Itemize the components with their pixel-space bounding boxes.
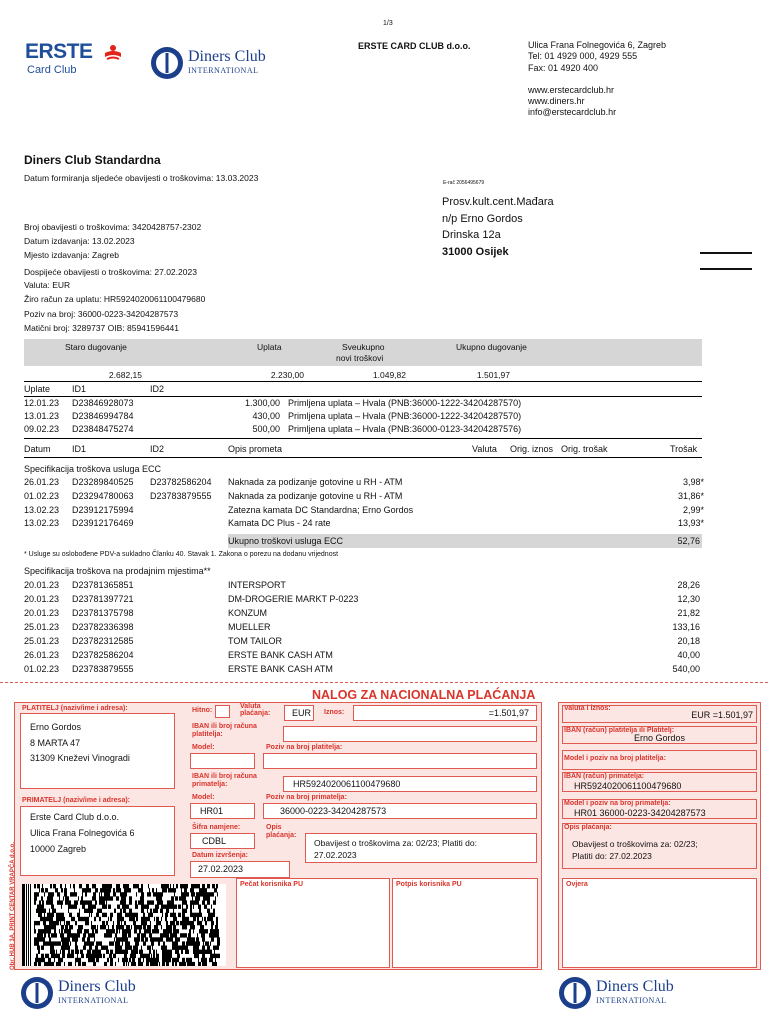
tx-amount: 12,30 [677,594,700,604]
tx-desc: TOM TAILOR [228,636,283,646]
opis-line: Obavijest o troškovima za: 02/23; Platiti do: [314,838,477,848]
payment-amount: 430,00 [252,411,280,421]
valuta-value: EUR [292,708,312,718]
summary-header [24,339,702,366]
payee-line: Ulica Frana Folnegovića 6 [30,828,135,838]
diners-club-logo [150,46,280,82]
tx-id1: D23782336398 [72,622,134,632]
table-row [0,411,768,424]
summary-col-old-debt: Staro dugovanje [65,342,127,352]
email-link[interactable]: info@erstecardclub.hr [528,107,617,118]
recipient-line: n/p Erno Gordos [442,212,523,225]
tx-date: 26.01.23 [24,477,60,487]
col-datum: Datum [24,444,51,454]
datum-label: Datum izvršenja: [192,852,249,859]
stub-model-payer-label: Model i poziv na broj platitelja: [564,755,666,762]
iban-payer-label-text: IBAN ili broj računa platitelja: [192,723,257,738]
info-line: Žiro račun za uplatu: HR5924020061100479680 [24,294,206,304]
recipient-line: Prosv.kult.cent.Mađara [442,196,554,208]
website-link[interactable]: www.erstecardclub.hr [528,84,615,95]
model-payee-value: HR01 [200,806,224,816]
slip-title: NALOG ZA NACIONALNA PLAĆANJA [312,688,536,702]
info-line: Dospijeće obavijesti o troškovima: 27.02.2023 [24,267,197,277]
payer-label: PLATITELJ (naziv/ime i adresa): [22,705,128,712]
sifra-label: Šifra namjene: [192,824,241,831]
website-link[interactable]: www.diners.hr [528,96,585,107]
diners-logo-name: Diners Club [188,48,266,65]
tx-date: 26.01.23 [24,650,60,660]
diners-logo-name: Diners Club [596,978,674,995]
tx-id1: D23912176469 [72,518,134,528]
stub-opis-label: Opis plaćanja: [564,824,612,831]
col-uplate: Uplate [24,384,51,394]
erste-s-mark-icon [103,43,123,61]
info-line: Valuta: EUR [24,280,71,290]
payment-date: 09.02.23 [24,424,60,434]
diners-logo-international: INTERNATIONAL [58,996,129,1005]
payment-id1: D23846994784 [72,411,134,421]
payer-line: 31309 Kneževi Vinogradi [30,753,130,763]
tx-desc: MUELLER [228,622,271,632]
tx-amount: 21,82 [677,608,700,618]
summary-col-new-costs-2: novi troškovi [336,353,384,363]
iznos-value: =1.501,97 [488,708,529,718]
info-line: Matični broj: 3289737 OIB: 85941596441 [24,323,180,333]
printer-note: Obr. HUB 3A, PRINT CENTAR VRAPČA d.o.o. [10,841,16,970]
table-row [0,594,768,607]
col-id1: ID1 [72,444,87,454]
next-statement-date: Datum formiranja sljedeće obavijesti o troškovima: 13.03.2023 [24,173,259,183]
payment-value: 2.230,00 [270,370,304,380]
ecc-total-row [228,534,702,548]
model-payer-label: Model: [192,744,215,751]
iban-payee-label [192,773,272,789]
stub-iban-payer-label: IBAN (račun) platitelja ili Platitelj: [564,727,675,734]
payment-desc: Primljena uplata – Hvala (PNB:36000-1222-34204287570) [288,411,522,421]
address-line: Tel: 01 4929 000, 4929 555 [528,51,638,62]
hitno-checkbox[interactable] [215,705,230,718]
tx-id1: D23294780063 [72,491,134,501]
address-line: Ulica Frana Folnegovića 6, Zagreb [528,40,667,50]
tx-id1: D23781375798 [72,608,134,618]
recipient-address [442,194,554,260]
ecc-total-value: 52,76 [677,536,700,546]
table-row [0,505,768,518]
info-line: Datum izdavanja: 13.02.2023 [24,236,135,246]
payment-amount: 1.300,00 [244,398,280,408]
ecc-footnote: * Usluge su oslobođene PDV-a sukladno Članku 40. Stavak 1. Zakona o porezu na dodanu vrijednost [24,551,339,558]
payer-line: Erno Gordos [30,722,82,732]
col-id2: ID2 [150,384,165,394]
diners-club-logo-bottom-left [20,976,150,1012]
table-row [0,580,768,593]
payment-amount: 500,00 [252,424,280,434]
payment-desc: Primljena uplata – Hvala (PNB:36000-1222-34204287570) [288,398,522,408]
datum-value: 27.02.2023 [198,864,244,874]
diners-logo-icon [20,976,54,1012]
payment-date: 12.01.23 [24,398,60,408]
poziv-payee-value: 36000-0223-34204287573 [280,806,387,816]
iznos-label: Iznos: [324,709,345,716]
tx-desc: INTERSPORT [228,580,286,590]
tx-date: 20.01.23 [24,608,60,618]
tx-date: 01.02.23 [24,491,60,501]
e-rac-number: E-rač 2056495679 [443,180,485,186]
summary-col-new-costs: Sveukupno [342,342,385,352]
tx-id1: D23783879555 [72,664,134,674]
pecat-field [236,878,390,968]
tx-date: 20.01.23 [24,580,60,590]
tx-amount: 40,00 [677,650,700,660]
tx-desc: ERSTE BANK CASH ATM [228,664,333,674]
table-row [0,491,768,504]
col-orig-trosak: Orig. trošak [561,444,608,454]
page-number: 1/3 [383,20,393,27]
iban-payer-input[interactable] [283,726,537,742]
table-row [0,608,768,621]
recipient-line: Drinska 12a [442,229,501,241]
model-payee-label: Model: [192,794,215,801]
diners-logo-international: INTERNATIONAL [596,996,667,1005]
col-trosak: Trošak [670,444,698,454]
table-row [0,424,768,437]
table-row [0,664,768,677]
pecat-label: Pečat korisnika PU [240,881,304,888]
stub-valuta-label: Valuta i iznos: [564,705,611,712]
fold-mark [700,252,752,254]
payer-line: 8 MARTA 47 [30,738,81,748]
stub-iban-payee-label: IBAN (račun) primatelja: [564,773,645,780]
tx-date: 13.02.23 [24,505,60,515]
tx-amount: 28,26 [677,580,700,590]
tx-id1: D23912175994 [72,505,134,515]
barcode [22,884,226,966]
payment-id1: D23848475274 [72,424,134,434]
tx-date: 25.01.23 [24,636,60,646]
payee-line: 10000 Zagreb [30,844,87,854]
ecc-section-title: Specifikacija troškova usluga ECC [24,464,162,474]
stub-valuta-value: EUR =1.501,97 [691,710,753,720]
company-name: ERSTE CARD CLUB d.o.o. [358,41,471,51]
potpis-field [392,878,538,968]
col-opis: Opis prometa [228,444,283,454]
diners-logo-international: INTERNATIONAL [188,66,259,75]
erste-card-club-logo [25,40,130,80]
tx-desc: Naknada za podizanje gotovine u RH - ATM [228,477,403,487]
transactions-header [0,444,768,457]
payee-label: PRIMATELJ (naziv/ime i adresa): [22,797,131,804]
poziv-payee-label: Poziv na broj primatelja: [266,794,347,801]
iban-payee-value: HR5924020061100479680 [293,779,401,789]
perforation-line [0,682,768,683]
new-costs-value: 1.049,82 [372,370,406,380]
tx-desc: ERSTE BANK CASH ATM [228,650,333,660]
tx-id1: D23782312585 [72,636,134,646]
company-address [528,40,666,119]
table-row [0,518,768,531]
tx-id2: D23783879555 [150,491,212,501]
valuta-label: Valuta plaćanja: [240,703,271,717]
diners-club-logo-bottom-right [558,976,688,1012]
tx-date: 25.01.23 [24,622,60,632]
table-row [0,650,768,663]
potpis-label: Potpis korisnika PU [396,881,462,888]
tx-amount: 31,86* [677,491,704,501]
divider [24,396,702,397]
iban-payee-label-text: IBAN ili broj računa primatelja: [192,773,257,788]
tx-desc: DM-DROGERIE MARKT P-0223 [228,594,359,604]
stub-iban-payee-value: HR5924020061100479680 [574,781,682,791]
summary-col-total-debt: Ukupno dugovanje [456,342,527,352]
table-row [0,622,768,635]
divider [24,438,702,439]
tx-id1: D23781365851 [72,580,134,590]
divider [24,457,702,458]
stub-payer-value: Erno Gordos [634,733,686,743]
tx-id1: D23289840525 [72,477,134,487]
opis-line: 27.02.2023 [314,850,357,860]
summary-col-payment: Uplata [257,342,282,352]
sifra-value: CDBL [202,836,227,846]
erste-logo-text: ERSTE [25,40,93,63]
tx-amount: 13,93* [677,518,704,528]
payment-id1: D23846928073 [72,398,134,408]
tx-amount: 133,16 [672,622,700,632]
total-debt-value: 1.501,97 [476,370,510,380]
tx-amount: 3,98* [682,477,704,487]
model-payer-field[interactable] [190,753,255,769]
old-debt-value: 2.682,15 [108,370,142,380]
address-line: Fax: 01 4920 400 [528,62,599,73]
tx-id1: D23782586204 [72,650,134,660]
tx-id1: D23781397721 [72,594,134,604]
payment-desc: Primljena uplata – Hvala (PNB:36000-0123-34204287576) [288,424,522,434]
diners-logo-name: Diners Club [58,978,136,995]
info-line: Mjesto izdavanja: Zagreb [24,250,119,260]
recipient-city: 31000 Osijek [442,245,509,258]
poziv-payer-label: Poziv na broj platitelja: [266,744,343,751]
summary-values [24,366,702,382]
table-row [0,477,768,490]
col-id1: ID1 [72,384,87,394]
col-orig-iznos: Orig. iznos [510,444,554,454]
stub-opis-line: Platiti do: 27.02.2023 [572,851,652,861]
document-title: Diners Club Standardna [24,153,161,167]
tx-amount: 20,18 [677,636,700,646]
poziv-payer-field[interactable] [263,753,537,769]
merchants-section-title: Specifikacija troškova na prodajnim mjestima** [24,566,211,576]
ecc-total-label: Ukupno troškovi usluga ECC [228,536,344,546]
stub-model-payee-value: HR01 36000-0223-34204287573 [574,808,706,818]
stub-model-payee-label: Model i poziv na broj primatelja: [564,800,671,807]
payee-line: Erste Card Club d.o.o. [30,812,120,822]
tx-desc: KONZUM [228,608,267,618]
table-row [0,636,768,649]
tx-desc: Kamata DC Plus - 24 rate [228,518,331,528]
tx-desc: Naknada za podizanje gotovine u RH - ATM [228,491,403,501]
stub-ovjera-label: Ovjera [566,881,588,888]
info-line: Poziv na broj: 36000-0223-34204287573 [24,309,179,319]
card-club-text: Card Club [27,64,77,76]
diners-logo-icon [558,976,592,1012]
table-row [0,398,768,411]
fold-mark [700,268,752,270]
tx-date: 20.01.23 [24,594,60,604]
col-id2: ID2 [150,444,165,454]
info-line: Broj obavijesti o troškovima: 3420428757-2302 [24,222,202,232]
opis-label: Opis plaćanja: [266,824,297,839]
col-valuta: Valuta [472,444,497,454]
stub-opis-line: Obavijest o troškovima za: 02/23; [572,839,698,849]
tx-desc: Zatezna kamata DC Standardna; Erno Gordos [228,505,414,515]
stub-model-payer-field[interactable] [562,750,757,770]
diners-logo-icon [150,46,184,82]
hitno-label: Hitno: [192,707,213,714]
tx-amount: 540,00 [672,664,700,674]
payment-date: 13.01.23 [24,411,60,421]
tx-id2: D23782586204 [150,477,212,487]
tx-date: 13.02.23 [24,518,60,528]
stub-ovjera-field [562,878,757,968]
tx-amount: 2,99* [682,505,704,515]
tx-date: 01.02.23 [24,664,60,674]
